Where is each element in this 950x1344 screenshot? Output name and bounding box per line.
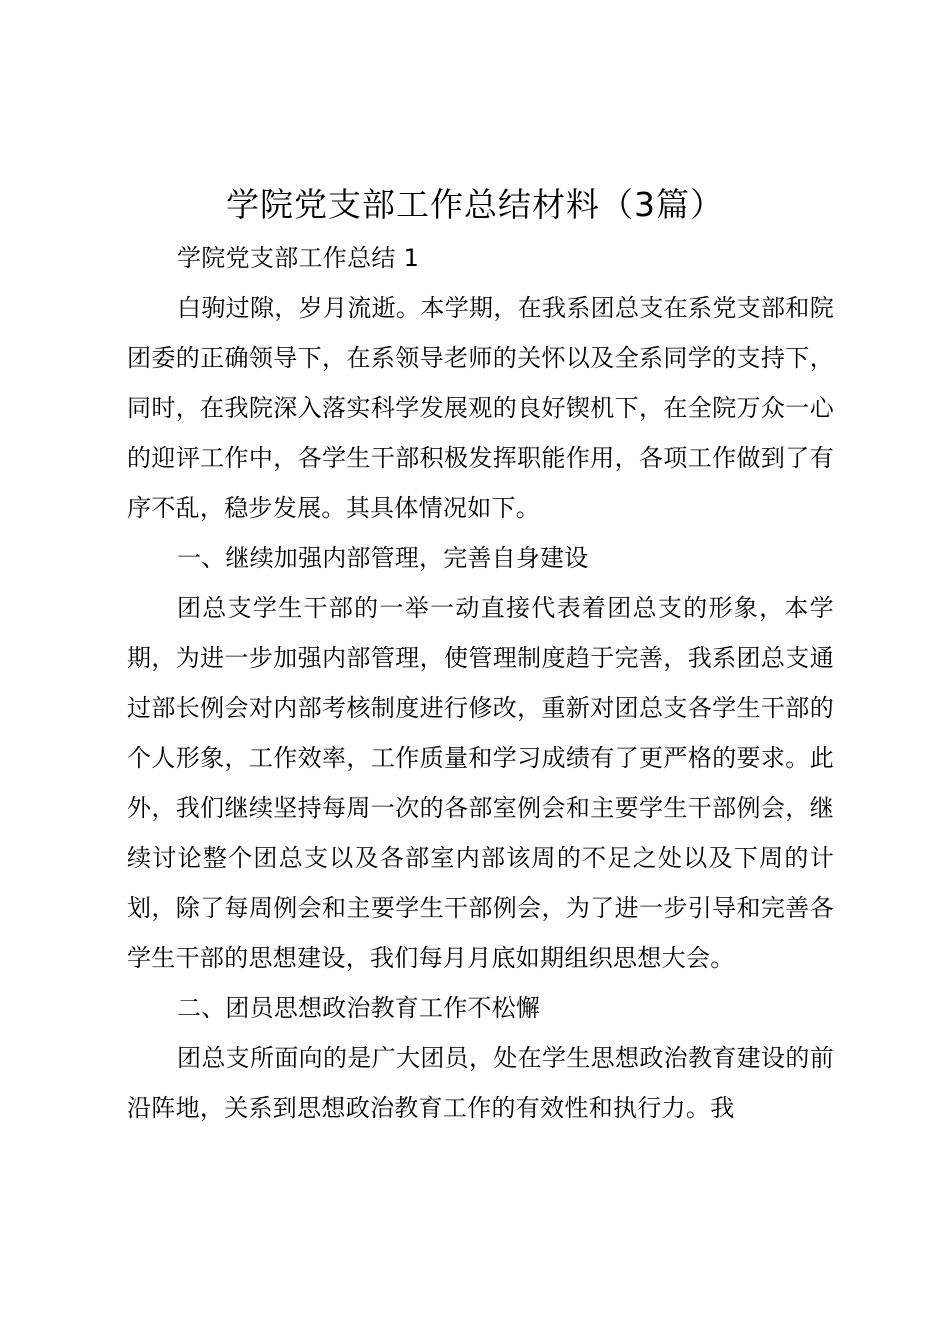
section-heading-2: 二、团员思想政治教育工作不松懈 (177, 994, 540, 1022)
section-heading-1: 一、继续加强内部管理，完善自身建设 (177, 544, 589, 572)
paragraph-intro: 白驹过隙，岁月流逝。本学期，在我系团总支在系党支部和院团委的正确领导下，在系领导老师的关怀以及全系同学的支持下，同时，在我院深入落实科学发展观的良好锲机下，在全院万众一心的迎评工作中，各学生干部积极发挥职能作用，各项工作做到了有序不乱，稳步发展。其具体情况如下。 (127, 294, 834, 522)
document-body (127, 233, 834, 1133)
paragraph-political-education: 团总支所面向的是广大团员，处在学生思想政治教育建设的前沿阵地，关系到思想政治教育工作的有效性和执行力。我 (127, 1044, 834, 1122)
section-subtitle: 学院党支部工作总结 1 (177, 244, 420, 272)
document-title: 学院党支部工作总结材料（3篇） (226, 185, 724, 224)
paragraph-internal-management: 团总支学生干部的一举一动直接代表着团总支的形象，本学期，为进一步加强内部管理，使管理制度趋于完善，我系团总支通过部长例会对内部考核制度进行修改，重新对团总支各学生干部的个人形象，工作效率，工作质量和学习成绩有了更严格的要求。此外，我们继续坚持每周一次的各部室例会和主要学生干部例会，继续讨论整个团总支以及各部室内部该周的不足之处以及下周的计划，除了每周例会和主要学生干部例会，为了进一步引导和完善各学生干部的思想建设，我们每月月底如期组织思想大会。 (127, 594, 834, 972)
